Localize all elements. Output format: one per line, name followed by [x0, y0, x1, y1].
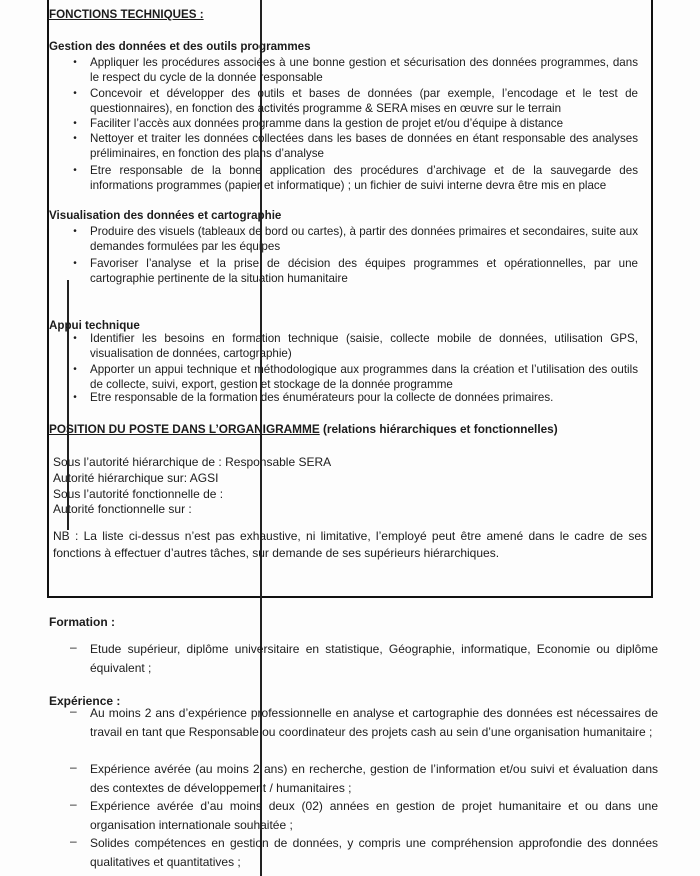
experience-item-3: Expérience avérée d’au moins deux (02) années en gestion de projet humanitaire et ou dans une organisation internationale souhaitée ;: [90, 799, 658, 832]
position-title-underlined: POSITION DU POSTE DANS L’ORGANIGRAMME: [49, 422, 320, 436]
position-line-3: Sous l’autorité fonctionnelle de :: [53, 487, 224, 501]
bullet-icon: •: [73, 118, 77, 129]
bullet-icon: •: [73, 364, 77, 375]
nb-note: NB : La liste ci-dessus n’est pas exhaustive, ni limitative, l’employé peut être amené dans le cadre de ses fonctions à effectuer d’autres tâches, sur demande de ses supérieurs hiérarchiques.: [53, 529, 647, 560]
position-line-4: Autorité fonctionnelle sur :: [53, 502, 192, 516]
dash-marker: –: [70, 760, 77, 774]
bullet-icon: •: [73, 165, 77, 176]
experience-item-1: Au moins 2 ans d’expérience professionnelle en analyse et cartographie des données est nécessaires de travail en tant que Responsable ou coordinateur des projets cash au sein d’une organisation humanitaire ;: [90, 706, 658, 739]
dash-marker: –: [70, 797, 77, 811]
dash-marker: –: [70, 640, 77, 654]
heading-gestion: Gestion des données et des outils programmes: [49, 40, 311, 53]
gestion-item-4: Nettoyer et traiter les données collectées dans les bases de données en étant responsable des analyses préliminaires, en fonction des plans d’analyse: [90, 132, 638, 160]
experience-item-2: Expérience avérée (au moins 2 ans) en recherche, gestion de l’information et/ou suivi et évaluation dans des contextes de développement / humanitaires ;: [90, 762, 658, 795]
section-title-fonctions: FONCTIONS TECHNIQUES :: [49, 8, 204, 21]
experience-item-4: Solides compétences en gestion de données, y compris une compréhension approfondie des données qualitatives et quantitatives ;: [90, 836, 658, 869]
appui-item-1: Identifier les besoins en formation technique (saisie, collecte mobile de données, utilisation GPS, visualisation de données, cartographie): [90, 332, 638, 360]
heading-appui: Appui technique: [49, 319, 140, 332]
position-line-1: Sous l’autorité hiérarchique de : Responsable SERA: [53, 455, 332, 469]
gestion-item-5: Etre responsable de la bonne application des procédures d’archivage et de la sauvegarde des informations programmes (papier et informatique) ; un fichier de suivi interne devra être mis en place: [90, 164, 638, 192]
gestion-item-3: Faciliter l’accès aux données programme dans la gestion de projet et/ou d’équipe à distance: [90, 117, 564, 130]
appui-item-2: Apporter un appui technique et méthodologique aux programmes dans la création et l’utilisation des outils de collecte, suivi, export, gestion et stockage de la donnée programme: [90, 363, 638, 391]
bullet-icon: •: [73, 226, 77, 237]
bullet-icon: •: [73, 88, 77, 99]
bullet-icon: •: [73, 57, 77, 68]
gestion-item-1: Appliquer les procédures associées à une bonne gestion et sécurisation des données programmes, dans le respect du cycle de la donnée responsable: [90, 56, 638, 84]
section-title-position: [49, 422, 558, 437]
visualisation-item-2: Favoriser l’analyse et la prise de décision des équipes programmes et opérationnelles, par une cartographie pertinente de la situation humanitaire: [90, 257, 638, 285]
heading-formation: Formation :: [49, 615, 115, 629]
heading-visualisation: Visualisation des données et cartographie: [49, 209, 282, 222]
position-line-2: Autorité hiérarchique sur: AGSI: [53, 471, 219, 485]
bullet-icon: •: [73, 333, 77, 344]
gestion-item-2: Concevoir et développer des outils et bases de données (par exemple, l’encodage et le test de questionnaires), en fonction des activités programme & SERA mises en œuvre sur le terrain: [90, 87, 638, 115]
heading-experience: Expérience :: [49, 694, 121, 708]
bullet-icon: •: [73, 258, 77, 269]
position-title-rest: (relations hiérarchiques et fonctionnelles): [319, 422, 558, 436]
dash-marker: –: [70, 704, 77, 718]
formation-item: Etude supérieur, diplôme universitaire en statistique, Géographie, informatique, Economie ou diplôme équivalent ;: [90, 642, 658, 675]
bullet-icon: •: [73, 392, 77, 403]
appui-item-3: Etre responsable de la formation des énumérateurs pour la collecte de données primaires.: [90, 391, 554, 404]
dash-marker: –: [70, 834, 77, 848]
visualisation-item-1: Produire des visuels (tableaux de bord ou cartes), à partir des données primaires et secondaires, suite aux demandes formulées par les équipes: [90, 225, 638, 253]
bullet-icon: •: [73, 133, 77, 144]
